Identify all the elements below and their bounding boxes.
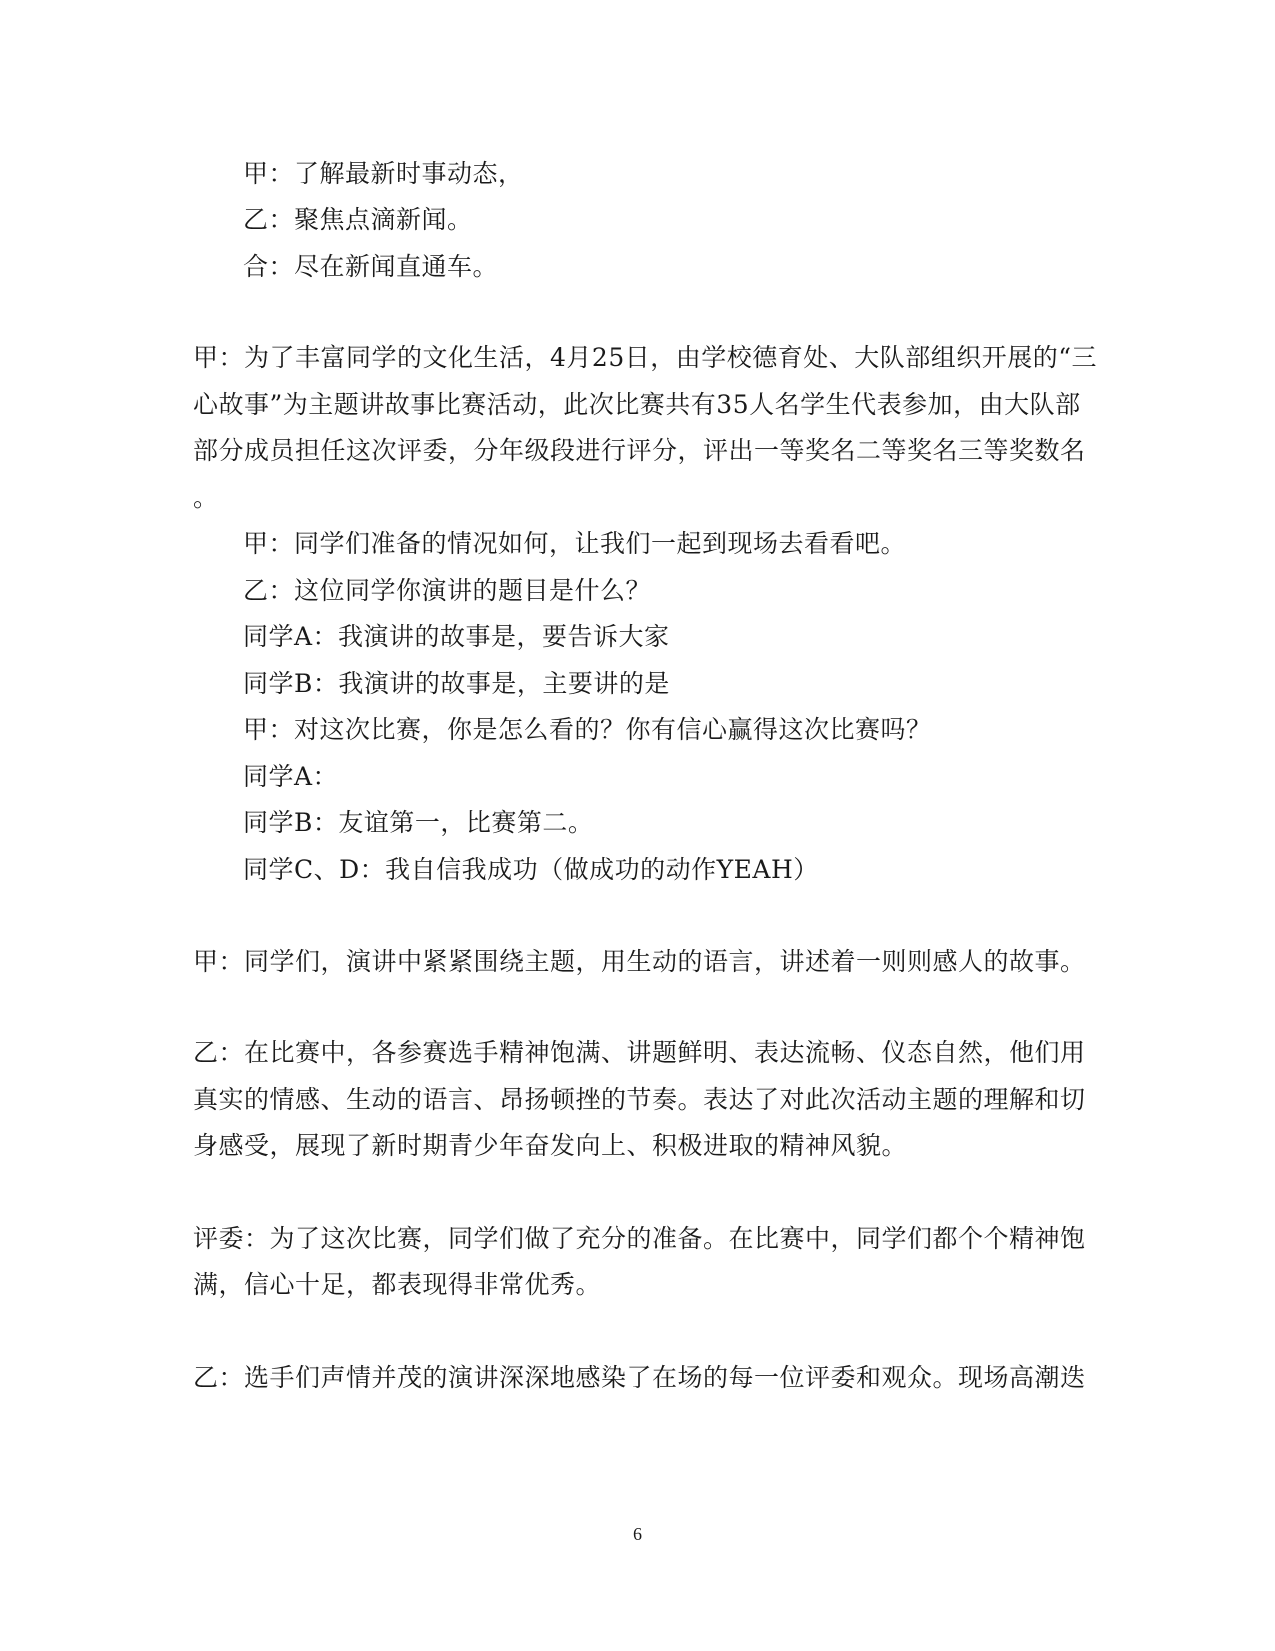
paragraph-line: 评委：为了这次比赛，同学们做了充分的准备。在比赛中，同学们都个个精神饱 — [193, 1224, 1086, 1253]
dialogue-line: 甲：对这次比赛，你是怎么看的？你有信心赢得这次比赛吗？ — [243, 715, 932, 744]
paragraph-line: 满，信心十足，都表现得非常优秀。 — [193, 1270, 602, 1299]
page-number: 6 — [633, 1524, 642, 1544]
dialogue-line: 甲：了解最新时事动态， — [243, 159, 524, 188]
paragraph-line: 心故事”为主题讲故事比赛活动，此次比赛共有35人名学生代表参加，由大队部 — [193, 390, 1081, 419]
paragraph-line: 甲：为了丰富同学的文化生活，4月25日，由学校德育处、大队部组织开展的“三 — [193, 343, 1098, 372]
paragraph-line: 甲：同学们，演讲中紧紧围绕主题，用生动的语言，讲述着一则则感人的故事。 — [193, 947, 1086, 976]
dialogue-line: 同学B：友谊第一，比赛第二。 — [243, 808, 594, 837]
paragraph-line: 部分成员担任这次评委，分年级段进行评分，评出一等奖名二等奖名三等奖数名 — [193, 436, 1086, 465]
dialogue-line: 乙：这位同学你演讲的题目是什么？ — [243, 576, 652, 605]
dialogue-line: 乙：聚焦点滴新闻。 — [243, 205, 473, 234]
paragraph-line: 身感受，展现了新时期青少年奋发向上、积极进取的精神风貌。 — [193, 1131, 908, 1160]
dialogue-line: 合：尽在新闻直通车。 — [243, 252, 499, 281]
dialogue-line: 同学A： — [243, 762, 339, 791]
dialogue-line: 甲：同学们准备的情况如何，让我们一起到现场去看看吧。 — [243, 529, 907, 558]
dialogue-line: 同学A：我演讲的故事是，要告诉大家 — [243, 622, 670, 651]
dialogue-line: 同学B：我演讲的故事是，主要讲的是 — [243, 669, 670, 698]
paragraph-line: 乙：在比赛中，各参赛选手精神饱满、讲题鲜明、表达流畅、仪态自然，他们用 — [193, 1038, 1086, 1067]
paragraph-line: 。 — [193, 483, 219, 512]
paragraph-line: 真实的情感、生动的语言、昂扬顿挫的节奏。表达了对此次活动主题的理解和切 — [193, 1085, 1086, 1114]
dialogue-line: 同学C、D：我自信我成功（做成功的动作YEAH） — [243, 855, 819, 884]
paragraph-line: 乙：选手们声情并茂的演讲深深地感染了在场的每一位评委和观众。现场高潮迭 — [193, 1363, 1086, 1392]
